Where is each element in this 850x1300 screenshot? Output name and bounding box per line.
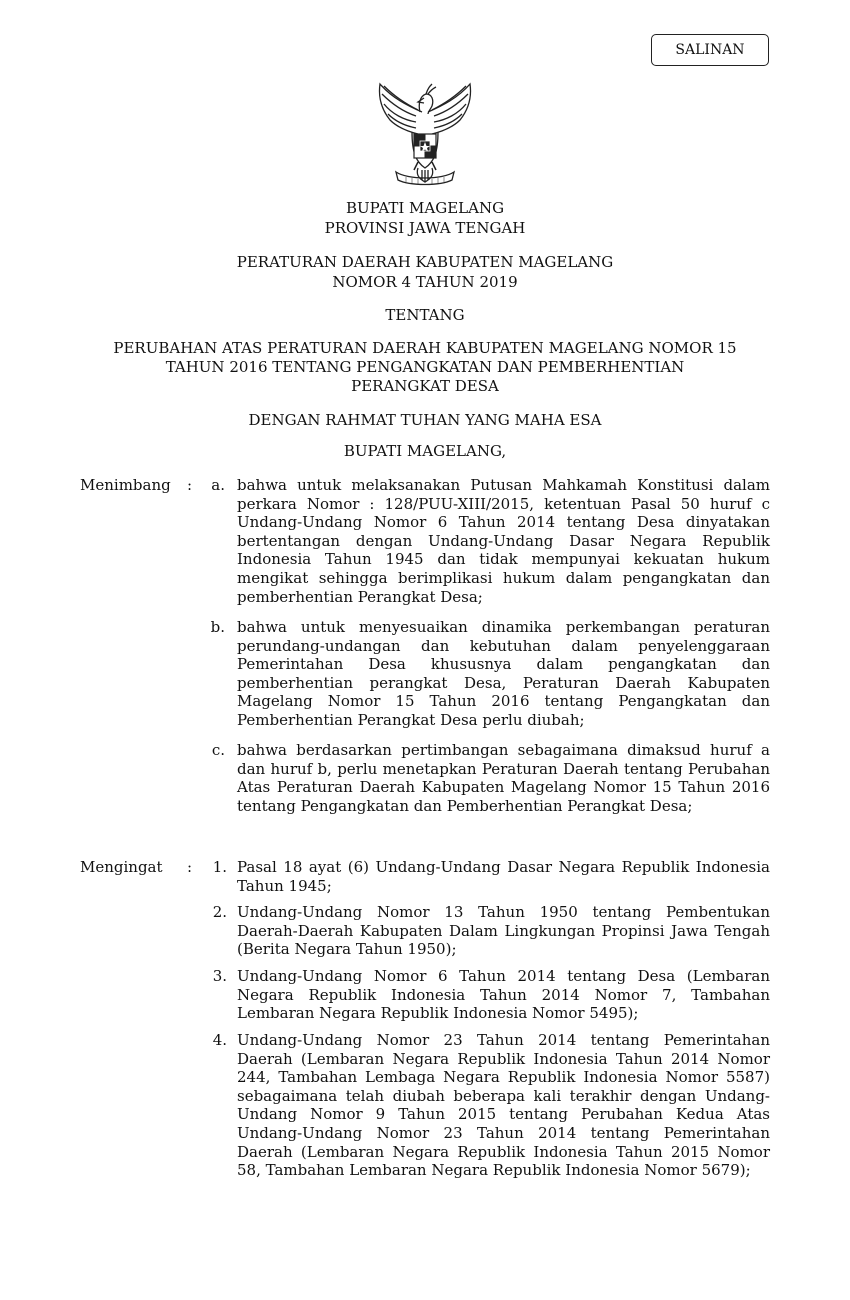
- mengingat-marker-4: 4.: [212, 1031, 227, 1049]
- mengingat-item-3: Undang-Undang Nomor 6 Tahun 2014 tentang Desa (Lembaran Negara Republik Indonesia Tahun 2014 Nomor 7, Tambahan Lembaran Negara Republik Indonesia Nomor 5495);: [237, 967, 770, 1023]
- menimbang-item-c: bahwa berdasarkan pertimbangan sebagaimana dimaksud huruf a dan huruf b, perlu menetapkan Peraturan Daerah tentang Perubahan Atas Peraturan Daerah Kabupaten Magelang Nomor 15 Tahun 2016 tentang Pengangkatan dan Pemberhentian Perangkat Desa;: [237, 741, 770, 815]
- menimbang-marker-c: c.: [211, 741, 225, 759]
- regulation-title: PERATURAN DAERAH KABUPATEN MAGELANG: [236, 253, 614, 271]
- subject-line-2: TAHUN 2016 TENTANG PENGANGKATAN DAN PEMBERHENTIAN: [165, 358, 685, 376]
- enactor-line: BUPATI MAGELANG,: [343, 442, 507, 460]
- garuda-emblem-icon: [368, 76, 482, 190]
- mengingat-marker-1: 1.: [212, 858, 227, 876]
- issuer-province: PROVINSI JAWA TENGAH: [324, 219, 526, 237]
- mengingat-item-1: Pasal 18 ayat (6) Undang-Undang Dasar Negara Republik Indonesia Tahun 1945;: [237, 858, 770, 895]
- mengingat-label: Mengingat: [80, 858, 163, 876]
- mengingat-item-2: Undang-Undang Nomor 13 Tahun 1950 tentang Pembentukan Daerah-Daerah Kabupaten Dalam Lingkungan Propinsi Jawa Tengah (Berita Negara Tahun 1950);: [237, 903, 770, 959]
- menimbang-marker-b: b.: [210, 618, 225, 636]
- menimbang-item-b: bahwa untuk menyesuaikan dinamika perkembangan peraturan perundang-undangan dan kebutuhan dalam penyelenggaraan Pemerintahan Desa khususnya dalam pengangkatan dan pemberhentian perangkat Desa, Peraturan Daerah Kabupaten Magelang Nomor 15 Tahun 2016 tentang Pengangkatan dan Pemberhentian Perangkat Desa perlu diubah;: [237, 618, 770, 729]
- subject-line-1: PERUBAHAN ATAS PERATURAN DAERAH KABUPATEN MAGELANG NOMOR 15: [113, 339, 737, 357]
- issuer-title: BUPATI MAGELANG: [345, 199, 505, 217]
- salinan-label: SALINAN: [675, 42, 745, 58]
- mengingat-colon: :: [187, 858, 193, 876]
- regulation-number: NOMOR 4 TAHUN 2019: [332, 273, 518, 291]
- about-heading: TENTANG: [385, 306, 465, 324]
- blessing-line: DENGAN RAHMAT TUHAN YANG MAHA ESA: [248, 411, 602, 429]
- mengingat-marker-2: 2.: [212, 903, 227, 921]
- menimbang-colon: :: [187, 476, 193, 494]
- menimbang-label: Menimbang: [80, 476, 171, 494]
- mengingat-marker-3: 3.: [212, 967, 227, 985]
- menimbang-item-a: bahwa untuk melaksanakan Putusan Mahkamah Konstitusi dalam perkara Nomor : 128/PUU-XIII/2015, ketentuan Pasal 50 huruf c Undang-Undang Nomor 6 Tahun 2014 tentang Desa dinyatakan bertentangan dengan Undang-Undang Dasar Negara Republik Indonesia Tahun 1945 dan tidak mempunyai kekuatan hukum mengikat sehingga berimplikasi hukum dalam pengangkatan dan pemberhentian Perangkat Desa;: [237, 476, 770, 606]
- menimbang-marker-a: a.: [211, 476, 225, 494]
- mengingat-item-4: Undang-Undang Nomor 23 Tahun 2014 tentang Pemerintahan Daerah (Lembaran Negara Republik Indonesia Tahun 2014 Nomor 244, Tambahan Lembaga Negara Republik Indonesia Nomor 5587) sebagaimana telah diubah beberapa kali terakhir dengan Undang-Undang Nomor 9 Tahun 2015 tentang Perubahan Kedua Atas Undang-Undang Nomor 23 Tahun 2014 tentang Pemerintahan Daerah (Lembaran Negara Republik Indonesia Tahun 2015 Nomor 58, Tambahan Lembaran Negara Republik Indonesia Nomor 5679);: [237, 1031, 770, 1180]
- salinan-stamp: [651, 34, 769, 66]
- subject-line-3: PERANGKAT DESA: [351, 377, 499, 395]
